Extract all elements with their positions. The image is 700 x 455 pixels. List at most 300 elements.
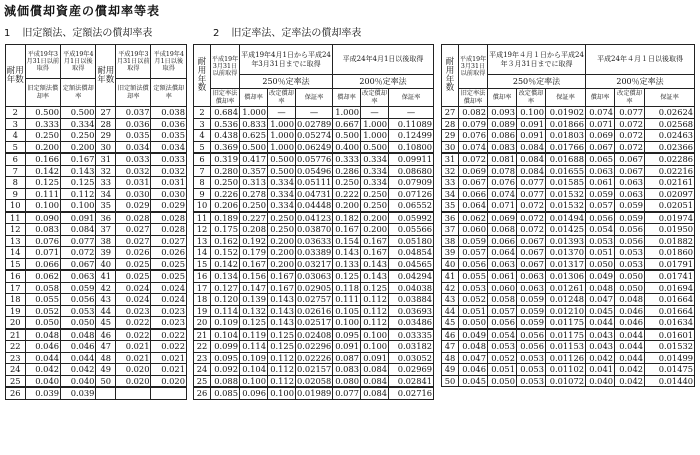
years-cell: 33: [442, 177, 459, 189]
rate-cell: 0.031: [116, 177, 151, 189]
years-cell: 48: [96, 352, 116, 364]
rate-cell: 0.01585: [546, 177, 586, 189]
table-row: [442, 305, 695, 317]
rate-cell: 0.056: [488, 317, 517, 329]
rate-cell: 0.03052: [389, 352, 434, 364]
revised-rate-header: 改定償却率: [615, 89, 645, 107]
rate-cell: 0.047: [459, 352, 488, 364]
rate-cell: 0.084: [361, 375, 389, 387]
table-row: [194, 352, 434, 364]
rate-cell: 0.02216: [645, 165, 695, 177]
rate-cell: 0.072: [459, 153, 488, 165]
table-row: [6, 153, 187, 165]
period-2007-2012-header: 平成19年４月１日から平成24年３月31日までに取得: [488, 45, 586, 75]
period-post-2007-header: 平成19年4月1日以後取得: [61, 45, 96, 79]
rate-cell: 0.05566: [389, 224, 434, 236]
rate-cell: 0.026: [116, 247, 151, 259]
rate-cell: 0.01370: [546, 247, 586, 259]
rate-cell: 0.01072: [546, 375, 586, 387]
rate-cell: 0.033: [116, 153, 151, 165]
rate-cell: 0.01688: [546, 153, 586, 165]
years-cell: 23: [194, 352, 211, 364]
rate-cell: 0.143: [361, 258, 389, 270]
rate-cell: 0.032: [116, 165, 151, 177]
table-row: [194, 118, 434, 130]
rate-cell: 0.100: [517, 107, 546, 119]
rate-cell: 0.319: [211, 153, 240, 165]
rate-cell: 0.021: [151, 364, 187, 376]
table-row: [442, 270, 695, 282]
rate-cell: 0.043: [586, 329, 615, 341]
rate-cell: 0.208: [240, 224, 268, 236]
years-header: 耐用年数: [96, 45, 116, 107]
guarantee-rate-header: 保証率: [296, 89, 333, 107]
rate-cell: 0.133: [333, 258, 361, 270]
rate-cell: 0.066: [459, 188, 488, 200]
section-2-number: 2: [213, 28, 220, 39]
table-row: [194, 247, 434, 259]
table-row: [6, 258, 187, 270]
rate-cell: 0.109: [211, 317, 240, 329]
rate-cell: 0.042: [586, 352, 615, 364]
rate-cell: 0.02408: [297, 329, 332, 340]
rate-cell: 0.01634: [645, 317, 695, 329]
rate-cell: 0.035: [116, 130, 151, 142]
rate-cell: 0.167: [61, 153, 96, 165]
rate-cell: 0.051: [488, 364, 517, 376]
rate-cell: 0.063: [517, 270, 546, 282]
rate-cell: 0.053: [459, 282, 488, 294]
rate-cell: 0.01989: [297, 388, 332, 399]
rate-cell: 0.112: [61, 188, 96, 200]
rate-cell: 0.033: [151, 153, 187, 165]
table-row: [194, 364, 434, 376]
rate-cell: 1.000: [361, 130, 389, 142]
years-cell: 15: [6, 258, 26, 270]
years-cell: 8: [194, 177, 211, 189]
rate-cell: 0.01532: [645, 341, 695, 353]
rate-cell: 0.088: [211, 375, 240, 387]
years-cell: 5: [6, 141, 26, 153]
years-cell: 38: [96, 235, 116, 247]
rate-cell: 0.01494: [546, 212, 586, 224]
rate-cell: 0.025: [116, 270, 151, 282]
years-cell: 42: [96, 282, 116, 294]
years-cell: 13: [6, 235, 26, 247]
rate-cell: 0.071: [488, 200, 517, 212]
table-row: [442, 294, 695, 306]
years-header: 耐用年数: [442, 45, 459, 107]
rate-cell: 0.044: [586, 317, 615, 329]
rate-cell: 0.02789: [297, 118, 332, 129]
table-row: [442, 317, 695, 329]
rate-cell: 0.084: [361, 387, 389, 399]
table-row: [442, 247, 695, 259]
rate-cell: 0.01803: [546, 130, 586, 142]
rate-cell: 0.048: [459, 341, 488, 353]
rate-cell: 0.025: [151, 258, 187, 270]
years-cell: 47: [96, 341, 116, 353]
rate-cell: 0.01664: [645, 294, 695, 306]
table-row: [442, 258, 695, 270]
rate-cell: 0.04731: [297, 188, 332, 199]
rate-cell: 0.021: [151, 352, 187, 364]
rate-cell: 0.227: [240, 212, 268, 224]
years-cell: 20: [6, 317, 26, 329]
rate-cell: 0.100: [25, 200, 60, 212]
table-row: [6, 270, 187, 282]
rate-cell: 0.037: [116, 107, 151, 119]
table-row: [6, 387, 187, 399]
rate-cell: 0.051: [586, 247, 615, 259]
rate-cell: 0.076: [25, 235, 60, 247]
years-cell: 34: [96, 188, 116, 200]
table-row: [6, 317, 187, 329]
rate-cell: 0.286: [333, 165, 361, 177]
years-cell: 17: [194, 282, 211, 294]
years-cell: 28: [96, 118, 116, 130]
rate-cell: 0.065: [586, 153, 615, 165]
rate-cell: 0.058: [25, 282, 60, 294]
rate-cell: 0.313: [240, 177, 268, 189]
rate-cell: 0.03693: [389, 305, 434, 317]
rate-cell: 0.040: [25, 375, 60, 387]
rate-cell: 0.072: [517, 224, 546, 236]
rate-cell: 0.042: [25, 364, 60, 376]
rate-cell: 0.035: [151, 130, 187, 142]
rate-cell: 0.125: [25, 177, 60, 189]
rate-cell: 0.01306: [546, 270, 586, 282]
rate-cell: 0.01440: [645, 375, 695, 387]
old-straight-line-rate-header: 旧定額法償却率: [25, 79, 60, 107]
rate-cell: 0.132: [240, 305, 268, 317]
rate-cell: 0.069: [586, 130, 615, 142]
rate-cell: 0.024: [151, 294, 187, 306]
rate-cell: 0.01499: [645, 352, 695, 364]
rate-cell: 0.095: [333, 329, 361, 341]
rate-cell: —: [389, 107, 434, 119]
rate-cell: 0.052: [459, 294, 488, 306]
period-pre-2007-header: 平成19年3月31日以前取得: [211, 45, 240, 89]
rate-cell: [116, 387, 151, 399]
years-cell: 6: [194, 153, 211, 165]
section-2-label: 旧定率法、定率法の償却率表: [231, 28, 362, 39]
rate-cell: 0.147: [240, 282, 268, 294]
rate-cell: 0.043: [586, 341, 615, 353]
years-cell: 27: [96, 107, 116, 119]
rate-cell: 0.076: [459, 130, 488, 142]
rate-cell: 0.02905: [297, 282, 332, 293]
rate-cell: 0.01532: [546, 188, 586, 200]
rate-cell: 0.143: [361, 270, 389, 282]
rate-cell: 0.500: [268, 153, 296, 165]
years-cell: 40: [96, 258, 116, 270]
rate-cell: 0.04123: [297, 212, 332, 223]
years-cell: 3: [6, 118, 26, 130]
rate-cell: 0.048: [586, 282, 615, 294]
rate-cell: 0.044: [615, 341, 645, 353]
rate-cell: 1.000: [268, 141, 296, 153]
period-pre-2007-header: 平成19年3月31日以前取得: [459, 45, 488, 89]
rate-cell: 0.02058: [297, 375, 332, 386]
rate-cell: 0.280: [211, 165, 240, 177]
years-cell: 36: [96, 212, 116, 224]
years-cell: 42: [442, 282, 459, 294]
rate-cell: 0.080: [333, 375, 361, 387]
rate-cell: 0.020: [116, 375, 151, 387]
rate-cell: 0.084: [517, 153, 546, 165]
years-cell: 50: [96, 375, 116, 387]
years-cell: 22: [194, 341, 211, 353]
rate-cell: 0.03217: [297, 258, 332, 269]
table-row: [442, 352, 695, 364]
page-title: 減価償却資産の償却率等表: [4, 4, 161, 18]
rate-cell: 0.092: [211, 364, 240, 376]
rate-cell: 0.200: [333, 200, 361, 212]
table-row: [194, 141, 434, 153]
years-cell: 21: [6, 329, 26, 341]
rate-cell: 0.334: [361, 153, 389, 165]
period-pre-2007-header: 平成19年3月31日以前取得: [116, 45, 151, 79]
table-row: [442, 118, 695, 130]
rate-cell: 0.01866: [546, 118, 586, 130]
rate-cell: 0.028: [116, 212, 151, 224]
rate-cell: 0.059: [615, 200, 645, 212]
rate-cell: 0.046: [61, 341, 96, 353]
rate-cell: 0.053: [517, 352, 546, 364]
rate-cell: 0.059: [615, 212, 645, 224]
table-row: [6, 212, 187, 224]
years-cell: 32: [96, 165, 116, 177]
rate-cell: 0.333: [333, 153, 361, 165]
rate-cell: 0.056: [517, 329, 546, 341]
rate-cell: 0.066: [488, 235, 517, 247]
rate-cell: 0.112: [361, 305, 389, 317]
rate-cell: 0.250: [240, 200, 268, 212]
years-cell: 45: [442, 317, 459, 329]
rate-cell: 0.034: [116, 141, 151, 153]
rate-cell: 0.02716: [389, 387, 434, 399]
table-row: [194, 224, 434, 236]
rate-cell: 0.024: [151, 282, 187, 294]
rate-cell: 0.01741: [645, 270, 695, 282]
years-cell: 49: [96, 364, 116, 376]
rate-cell: 0.100: [361, 341, 389, 353]
declining-250-header: 250％定率法: [488, 75, 586, 89]
rate-cell: 0.054: [586, 224, 615, 236]
rate-cell: 0.056: [517, 341, 546, 353]
rate-cell: 0.182: [333, 212, 361, 224]
rate-cell: 0.01601: [645, 329, 695, 341]
rate-cell: 0.093: [488, 107, 517, 119]
years-cell: 5: [194, 141, 211, 153]
rate-cell: 0.01664: [645, 305, 695, 317]
straight-line-rate-header: 定額法償却率: [151, 79, 187, 107]
rate-cell: 1.000: [361, 118, 389, 130]
years-cell: 17: [6, 282, 26, 294]
rate-cell: 0.105: [333, 305, 361, 317]
rate-cell: 0.03633: [297, 235, 332, 246]
rate-cell: 0.050: [615, 270, 645, 282]
rate-cell: 0.062: [25, 270, 60, 282]
years-cell: 24: [6, 364, 26, 376]
rate-cell: 0.067: [61, 258, 96, 270]
rate-cell: 0.041: [586, 364, 615, 376]
table-row: [6, 294, 187, 306]
table-row: [442, 188, 695, 200]
rate-cell: 0.023: [151, 317, 187, 329]
rate-cell: 0.111: [333, 294, 361, 306]
table-row: [194, 375, 434, 387]
rate-cell: 0.072: [615, 130, 645, 142]
rate-cell: 0.024: [116, 282, 151, 294]
rate-cell: 0.04038: [389, 282, 434, 294]
years-cell: 15: [194, 258, 211, 270]
years-cell: 25: [194, 375, 211, 387]
rate-cell: 0.05111: [297, 177, 332, 188]
rate-cell: 0.023: [116, 305, 151, 317]
rate-cell: —: [361, 107, 389, 119]
rate-cell: 0.044: [615, 352, 645, 364]
rate-cell: 0.02226: [297, 352, 332, 363]
rate-cell: 0.047: [586, 294, 615, 306]
rate-cell: 0.021: [116, 352, 151, 364]
table-row: [194, 387, 434, 399]
table-row: [194, 165, 434, 177]
rate-cell: 0.125: [333, 270, 361, 282]
rate-cell: 0.091: [517, 130, 546, 142]
table-row: [442, 224, 695, 236]
rate-cell: 0.02624: [645, 107, 695, 119]
rate-cell: 0.034: [151, 141, 187, 153]
rate-cell: 0.030: [151, 188, 187, 200]
rate-cell: 0.01248: [546, 294, 586, 306]
declining-250-header: 250％定率法: [240, 75, 333, 89]
rate-cell: 0.11089: [389, 118, 434, 130]
rate-cell: 0.03884: [389, 294, 434, 306]
rate-cell: 0.167: [361, 235, 389, 247]
rate-cell: 0.059: [517, 294, 546, 306]
rate-cell: 0.089: [488, 118, 517, 130]
rate-cell: 0.143: [333, 247, 361, 259]
rate-cell: 0.067: [517, 247, 546, 259]
rate-cell: 0.114: [240, 341, 268, 353]
table-row: [6, 165, 187, 177]
years-cell: 19: [194, 305, 211, 317]
guarantee-rate-header: 保証率: [645, 89, 695, 107]
rate-cell: 0.031: [151, 177, 187, 189]
rate-cell: 0.01860: [645, 247, 695, 259]
rate-cell: 0.334: [61, 118, 96, 130]
table-row: [442, 212, 695, 224]
rate-cell: 0.025: [151, 270, 187, 282]
rate-cell: 0.05496: [297, 165, 332, 176]
table-row: [194, 200, 434, 212]
rate-cell: 0.166: [25, 153, 60, 165]
years-cell: 4: [6, 130, 26, 142]
rate-cell: 0.01882: [645, 235, 695, 247]
rate-cell: 0.333: [25, 118, 60, 130]
old-declining-rate-header: 旧定率法償却率: [459, 89, 488, 107]
rate-cell: 0.067: [517, 258, 546, 270]
rate-cell: 0.084: [361, 364, 389, 376]
rate-cell: 0.074: [459, 141, 488, 153]
rate-cell: 0.03063: [297, 271, 332, 282]
rate-cell: 0.01655: [546, 165, 586, 177]
rate-cell: 0.125: [268, 341, 296, 353]
table-row: [194, 107, 434, 119]
rate-cell: 0.500: [268, 165, 296, 177]
rate-cell: 0.02157: [297, 364, 332, 375]
rate-cell: 0.01974: [645, 212, 695, 224]
rate-cell: 0.10800: [389, 141, 434, 153]
revised-rate-header: 改定償却率: [362, 90, 387, 105]
rate-cell: 0.086: [488, 130, 517, 142]
rate-cell: 0.156: [240, 270, 268, 282]
rate-cell: 0.024: [116, 294, 151, 306]
table-row: [194, 212, 434, 224]
rate-cell: 0.053: [517, 364, 546, 376]
rate-cell: 0.04448: [297, 200, 332, 211]
table-row: [442, 165, 695, 177]
rate-cell: 0.022: [151, 329, 187, 341]
table-row: [6, 341, 187, 353]
rate-cell: 0.334: [268, 177, 296, 189]
rate-cell: 0.082: [459, 107, 488, 119]
rate-cell: —: [268, 107, 296, 119]
rate-cell: 0.025: [116, 258, 151, 270]
rate-cell: 0.056: [586, 212, 615, 224]
rate-cell: 0.02568: [645, 118, 695, 130]
rate-cell: 0.143: [268, 317, 296, 329]
rate-cell: 0.085: [211, 387, 240, 399]
years-cell: 34: [442, 188, 459, 200]
rate-cell: 0.09911: [389, 153, 434, 165]
years-cell: 26: [194, 387, 211, 399]
rate-cell: 0.036: [151, 118, 187, 130]
rate-cell: 0.052: [488, 352, 517, 364]
rate-cell: 0.536: [211, 118, 240, 130]
years-cell: 22: [6, 341, 26, 353]
rate-cell: 0.055: [25, 294, 60, 306]
rate-cell: 0.250: [268, 212, 296, 224]
rate-cell: 0.109: [240, 352, 268, 364]
rate-cell: 0.104: [211, 329, 240, 341]
declining-balance-table-27-50: [441, 44, 695, 387]
period-post-2007-header: 平成19年4月1日以後取得: [151, 45, 187, 79]
period-pre-2007-header: 平成19年3月31日以前取得: [25, 45, 60, 79]
rate-cell: 0.050: [25, 317, 60, 329]
rate-cell: 0.143: [268, 294, 296, 306]
years-cell: 38: [442, 235, 459, 247]
rate-cell: 0.072: [615, 141, 645, 153]
rate-cell: 0.059: [459, 235, 488, 247]
rate-cell: 0.062: [459, 212, 488, 224]
table-row: [6, 364, 187, 376]
years-cell: 30: [96, 141, 116, 153]
rate-cell: 0.334: [361, 165, 389, 177]
rate-cell: 0.667: [333, 118, 361, 130]
years-cell: 16: [6, 270, 26, 282]
table-row: [6, 130, 187, 142]
rate-cell: 0.05274: [297, 130, 332, 141]
rate-cell: 0.03335: [389, 329, 434, 341]
rate-cell: 0.053: [517, 375, 546, 387]
rate-cell: 0.056: [459, 258, 488, 270]
rate-cell: 0.096: [240, 387, 268, 399]
rate-cell: 0.200: [61, 141, 96, 153]
rate-cell: 0.02616: [297, 305, 332, 316]
